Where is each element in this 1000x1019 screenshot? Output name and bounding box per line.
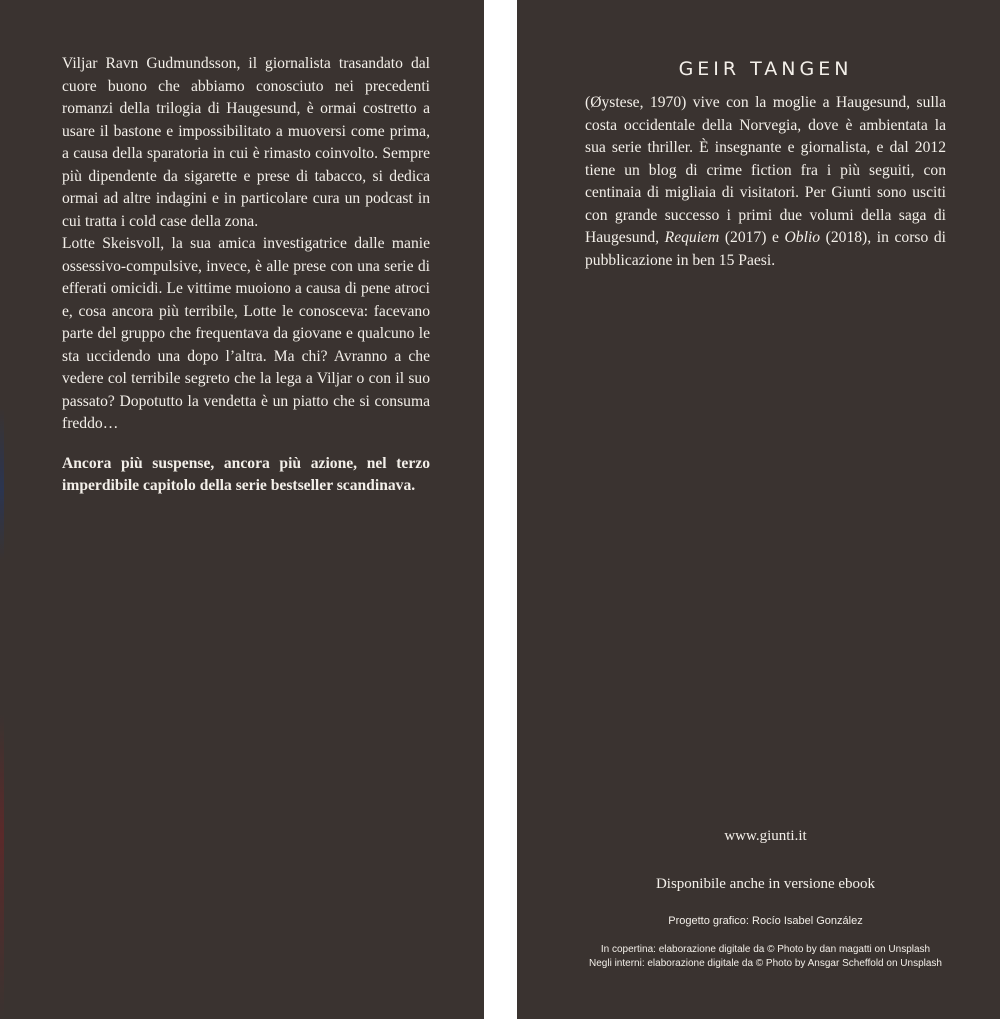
author-bio — [585, 92, 946, 272]
author-name: GEIR TANGEN — [678, 58, 853, 80]
ebook-note: Disponibile anche in versione ebook — [655, 876, 876, 892]
tagline: Ancora più suspense, ancora più azione, nel terzo imperdibile capitolo della serie bestseller scandinava. — [62, 454, 430, 494]
publisher-footer — [585, 826, 946, 970]
photo-credits — [585, 943, 946, 970]
bio-part-1: (Øystese, 1970) vive con la moglie a Haugesund, sulla costa occidentale della Norvegia, dove è ambientata la sua serie thriller. È insegnante e giornalista, e dal 2012 tiene un blog di crime fiction fra i più seguiti, con centinaia di migliaia di visitatori. Per Giunti sono usciti con grande successo i primi due volumi della saga di Haugesund, — [585, 94, 946, 246]
left-flap — [0, 0, 484, 1019]
synopsis-paragraph-2: Lotte Skeisvoll, la sua amica investigatrice dalle manie ossessivo-compulsive, invece, è alle prese con una serie di efferati omicidi. Le vittime muoiono a causa di pene atroci e, cosa ancora più terribile, Lotte le conosceva: facevano parte del gruppo che frequentava da giovane e qualcuno le sta uccidendo una dopo l’altra. Ma chi? Avranno a che vedere col terribile segreto che la lega a Viljar o con il suo passato? Dopotutto la vendetta è un piatto che si consuma freddo… — [62, 235, 430, 432]
right-flap — [517, 0, 1000, 1019]
publisher-website: www.giunti.it — [724, 828, 807, 844]
cover-credit: In copertina: elaborazione digitale da © Photo by dan magatti on Unsplash — [600, 944, 931, 955]
synopsis-paragraph-1: Viljar Ravn Gudmundsson, il giornalista trasandato dal cuore buono che abbiamo conosciuto nei precedenti romanzi della trilogia di Haugesund, è ormai costretto a usare il bastone e impossibilitato a muoversi come prima, a causa della sparatoria in cui è rimasto coinvolto. Sempre più dipendente da sigarette e prese di tabacco, si dedica ormai ad altre indagini e in particolare cura un podcast in cui tratta i cold case della zona. — [62, 55, 430, 230]
bio-part-3: (2018), in corso di pubblicazione in ben 15 Paesi. — [585, 229, 946, 269]
left-edge-strip — [0, 0, 4, 1019]
bio-part-2: (2017) e — [719, 229, 785, 246]
interior-credit: Negli interni: elaborazione digitale da © Photo by Ansgar Scheffold on Unsplash — [589, 957, 942, 969]
book-title-oblio: Oblio — [784, 229, 821, 246]
book-title-requiem: Requiem — [664, 229, 720, 246]
design-credit: Progetto grafico: Rocío Isabel González — [668, 915, 863, 927]
